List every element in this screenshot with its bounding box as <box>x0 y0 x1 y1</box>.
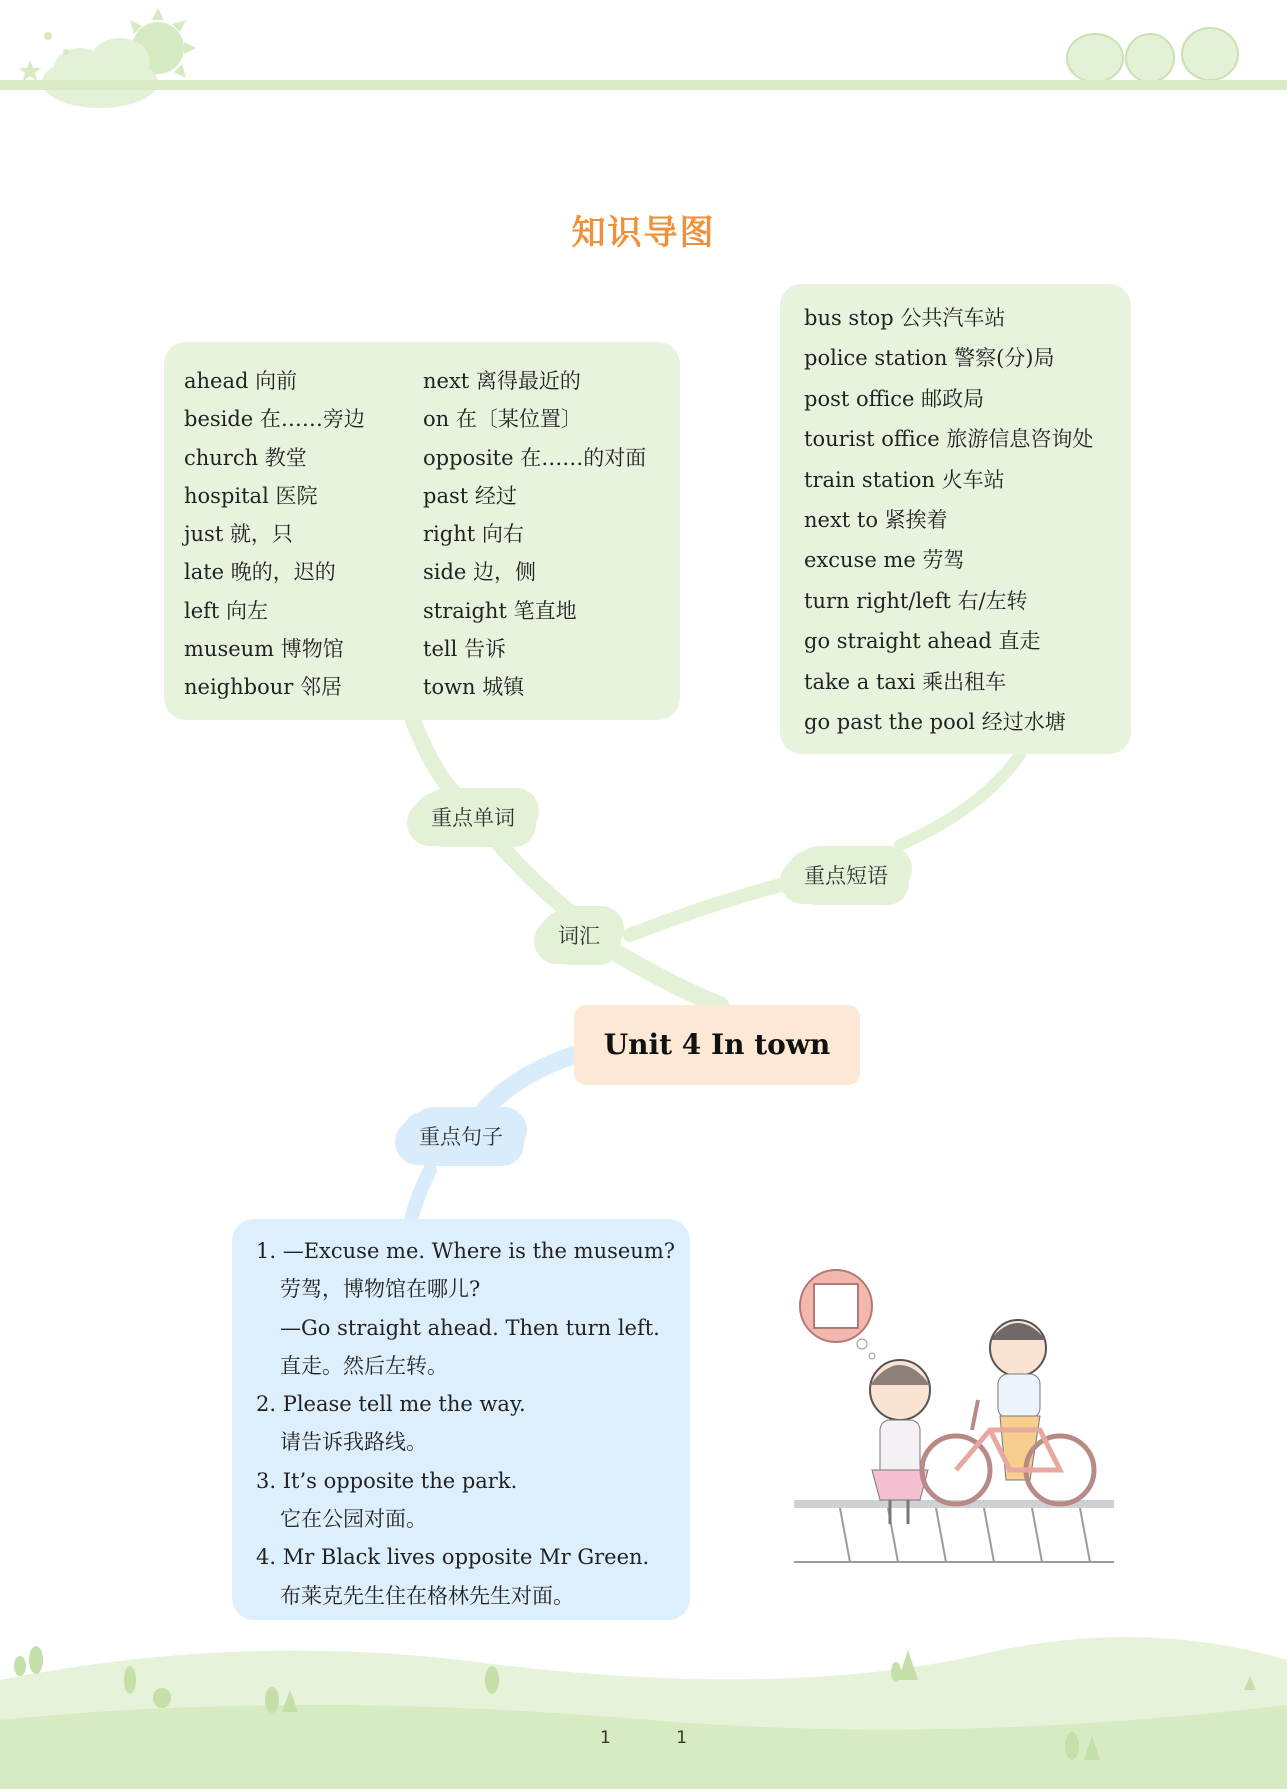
word-item: on 在〔某位置〕 <box>423 407 582 432</box>
word-item: ahead 向前 <box>184 369 298 393</box>
word-item: tell 告诉 <box>423 637 506 662</box>
page-number: 1 <box>676 1728 688 1748</box>
word-item: opposite 在……的对面 <box>423 445 647 470</box>
word-item: straight 笔直地 <box>423 598 577 623</box>
word-item: past 经过 <box>423 483 517 508</box>
word-item: museum 博物馆 <box>184 637 344 662</box>
page-number: 1 <box>599 1728 611 1748</box>
key-words-column-1 <box>184 362 414 707</box>
word-item: town 城镇 <box>423 675 525 700</box>
central-topic: Unit 4 In town <box>574 1005 860 1085</box>
sentence-line: —Go straight ahead. Then turn left. <box>280 1315 660 1340</box>
key-sentences-panel <box>232 1219 690 1620</box>
word-item: late 晚的，迟的 <box>184 560 336 585</box>
sentence-line: 劳驾，博物馆在哪儿? <box>280 1277 481 1302</box>
phrase-item: go past the pool 经过水塘 <box>804 709 1066 734</box>
key-phrases-list <box>804 298 1129 742</box>
sentence-line: 1. —Excuse me. Where is the museum? <box>256 1239 675 1263</box>
word-item: next 离得最近的 <box>423 369 581 393</box>
page-title: 知识导图 <box>571 213 716 253</box>
branch-label-key-words: 重点单词 <box>413 792 533 842</box>
key-sentences-list <box>256 1232 686 1615</box>
animal-faces-icon <box>1067 28 1238 82</box>
page-number-footer <box>0 1728 1287 1748</box>
hills-decoration <box>0 1637 1287 1789</box>
header-rule <box>0 80 1287 90</box>
phrase-item: tourist office 旅游信息咨询处 <box>804 427 1094 452</box>
key-words-column-2 <box>423 362 673 707</box>
word-item: just 就，只 <box>184 522 293 547</box>
sentence-line: 它在公园对面。 <box>280 1507 427 1532</box>
word-item: beside 在……旁边 <box>184 407 365 432</box>
cloud-icon <box>42 38 158 108</box>
branch-label-key-sentences: 重点句子 <box>401 1111 521 1161</box>
branch-label-vocabulary: 词汇 <box>540 910 618 960</box>
word-item: church 教堂 <box>184 445 307 470</box>
phrase-item: train station 火车站 <box>804 467 1005 492</box>
phrase-item: post office 邮政局 <box>804 386 985 411</box>
sentence-line: 直走。然后左转。 <box>280 1353 448 1378</box>
phrase-item: turn right/left 右/左转 <box>804 588 1028 613</box>
phrase-item: next to 紧挨着 <box>804 507 948 532</box>
word-item: left 向左 <box>184 598 269 623</box>
word-item: right 向右 <box>423 522 524 547</box>
phrase-item: go straight ahead 直走 <box>804 629 1041 654</box>
sentence-line: 2. Please tell me the way. <box>256 1392 526 1417</box>
phrase-item: bus stop 公共汽车站 <box>804 306 1006 330</box>
kids-bicycle-illustration <box>794 1270 1114 1562</box>
phrase-item: take a taxi 乘出租车 <box>804 669 1007 694</box>
phrase-item: police station 警察(分)局 <box>804 346 1055 371</box>
phrase-item: excuse me 劳驾 <box>804 548 965 573</box>
word-item: neighbour 邻居 <box>184 675 342 700</box>
key-phrases-panel <box>780 284 1131 754</box>
branch-label-key-phrases: 重点短语 <box>786 850 906 900</box>
sentence-line: 4. Mr Black lives opposite Mr Green. <box>256 1545 650 1570</box>
key-words-panel <box>164 342 680 720</box>
word-item: side 边，侧 <box>423 560 537 585</box>
sentence-line: 3. It’s opposite the park. <box>256 1468 518 1493</box>
sentence-line: 布莱克先生住在格林先生对面。 <box>280 1583 574 1608</box>
word-item: hospital 医院 <box>184 483 318 508</box>
sentence-line: 请告诉我路线。 <box>280 1430 427 1455</box>
